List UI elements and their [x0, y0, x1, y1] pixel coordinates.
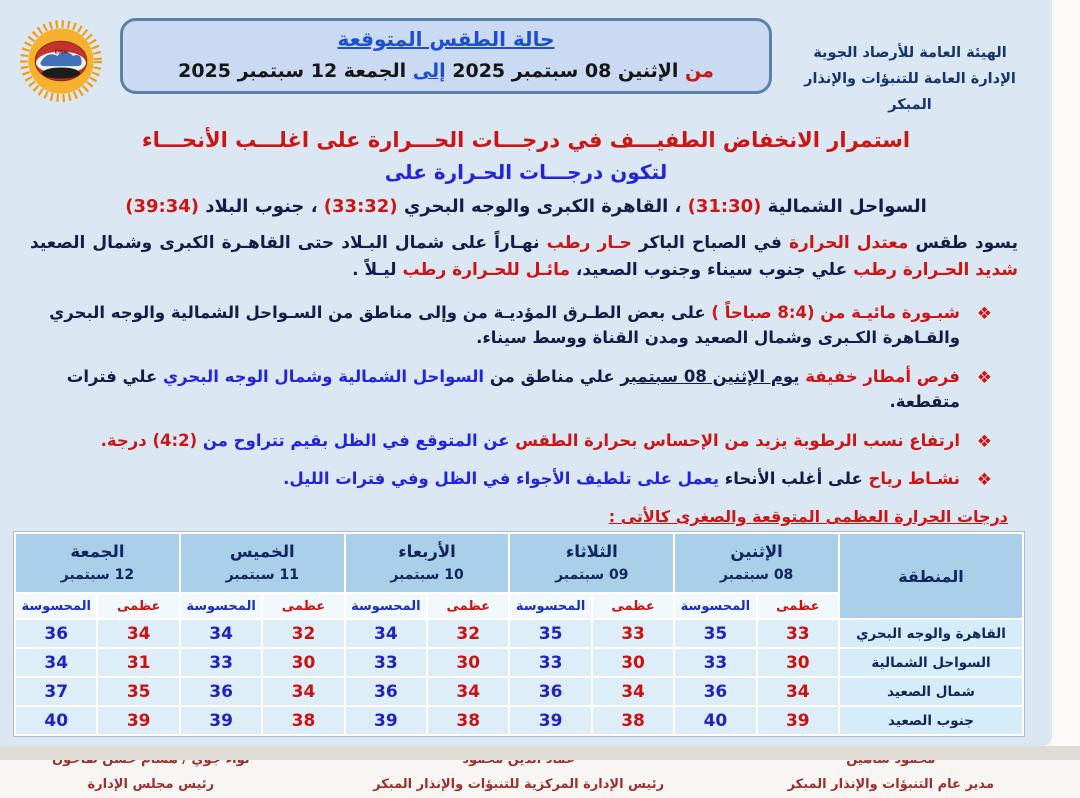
felt-label: المحسوسة: [15, 593, 97, 619]
diamond-bullet-icon: ❖: [976, 470, 992, 491]
bullet-highlight: فرص أمطار خفيفة: [799, 366, 960, 386]
region-name: شمال الصعيد: [839, 677, 1023, 706]
para-highlight: حـار رطب: [546, 233, 632, 254]
max-temp-value: 33: [757, 619, 839, 648]
headline-line1: استمرار الانخفاض الطفيـــف في درجـــات الحـــرارة على اغلـــب الأنحـــاء: [141, 128, 911, 153]
para-highlight: مائـل للحـرارة رطب: [402, 260, 570, 281]
max-label: عظمى: [427, 593, 509, 619]
para-highlight: شديد الحـرارة رطب: [853, 260, 1018, 281]
date-end: الجمعة 12 سبتمبر 2025: [178, 60, 407, 82]
felt-temp-value: 36: [674, 677, 756, 706]
day-header: [15, 533, 180, 593]
max-temp-value: 38: [262, 706, 344, 735]
para-text: علي جنوب سيناء وجنوب الصعيد،: [569, 260, 854, 281]
logo-text: EMA: [54, 49, 68, 56]
felt-temp-value: 33: [180, 648, 262, 677]
bullet-blue-text: يعمل على تلطيف الأجواء في الظل وفي فترات الليل.: [283, 469, 720, 489]
max-label: عظمى: [592, 593, 674, 619]
table-row: [15, 619, 1023, 648]
diamond-bullet-icon: ❖: [976, 431, 992, 452]
felt-temp-value: 37: [15, 677, 97, 706]
max-label: عظمى: [97, 593, 179, 619]
region3-range: (39:34): [125, 196, 199, 218]
header: [0, 0, 1052, 118]
bullet-wind: [46, 466, 994, 492]
felt-temp-value: 40: [674, 706, 756, 735]
max-temp-value: 34: [427, 677, 509, 706]
max-temp-value: 38: [427, 706, 509, 735]
felt-temp-value: 36: [345, 677, 427, 706]
region-name: القاهرة والوجه البحري: [839, 619, 1023, 648]
max-temp-value: 34: [592, 677, 674, 706]
day-header: [674, 533, 839, 593]
max-temp-value: 32: [427, 619, 509, 648]
day-header: [180, 533, 345, 593]
max-temp-value: 30: [757, 648, 839, 677]
temperature-table: [14, 532, 1024, 736]
day-header-row: [15, 533, 1023, 593]
bullet-text: على بعض الطـرق المؤديـة من وإلى مناطق من السـواحل الشمالية والوجه البحري والقـاهرة الكـبرى وشمال الصعيد ومدن القناة ووسط سيناء.: [49, 302, 960, 348]
max-temp-value: 38: [592, 706, 674, 735]
temperature-table-body: [15, 619, 1023, 735]
region-name: جنوب الصعيد: [839, 706, 1023, 735]
day-date: 12 سبتمبر: [60, 566, 135, 583]
day-name: الثلاثاء: [565, 542, 618, 562]
felt-temp-value: 34: [180, 619, 262, 648]
diamond-bullet-icon: ❖: [976, 367, 992, 388]
date-range: [131, 60, 761, 82]
bullet-blue-text: عن المتوقع في الظل بقيم تتراوح من: [197, 430, 510, 450]
region1-label: السواحل الشمالية: [761, 196, 927, 218]
diamond-bullet-icon: ❖: [976, 303, 992, 324]
signatory-title: مدير عام التنبؤات والإنذار المبكر: [787, 777, 994, 793]
organization-name: [784, 40, 1036, 118]
ema-logo: [14, 18, 108, 104]
region3-label: جنوب البلاد: [199, 196, 305, 218]
felt-temp-value: 35: [509, 619, 591, 648]
max-temp-value: 32: [262, 619, 344, 648]
felt-temp-value: 35: [674, 619, 756, 648]
felt-temp-value: 39: [180, 706, 262, 735]
separator: ،: [304, 196, 324, 218]
day-date: 09 سبتمبر: [555, 566, 629, 583]
para-text: في الصباح الباكر: [631, 233, 790, 254]
max-temp-value: 35: [97, 677, 179, 706]
region2-range: (33:32): [323, 196, 398, 218]
felt-temp-value: 34: [15, 648, 97, 677]
bullet-text: علي فترات متقطعة.: [66, 366, 960, 412]
table-row: [15, 677, 1023, 706]
felt-temp-value: 39: [345, 706, 427, 735]
org-line2: الإدارة العامة للتنبؤات والإنذار المبكر: [804, 71, 1016, 114]
headline-line2: لتكون درجـــات الحـرارة على: [384, 160, 668, 185]
signatory-title: رئيس الإدارة المركزية للتنبؤات والإنذار المبكر: [373, 777, 665, 793]
day-date: 11 سبتمبر: [225, 566, 299, 583]
max-temp-value: 30: [262, 648, 344, 677]
bullet-highlight: شبـورة مائيـة من (8:4 صباحاً ): [705, 302, 960, 322]
title-box: [120, 18, 772, 94]
bullet-blue-text: السواحل الشمالية وشمال الوجه البحري: [162, 366, 485, 386]
day-name: الأربعاء: [398, 542, 456, 562]
bullet-rain: [46, 364, 994, 415]
max-temp-value: 30: [592, 648, 674, 677]
day-header: [345, 533, 510, 593]
bullet-text: علي مناطق من: [484, 366, 621, 386]
felt-label: المحسوسة: [345, 593, 427, 619]
day-date: 10 سبتمبر: [390, 566, 464, 583]
max-temp-value: 30: [427, 648, 509, 677]
date-to-word: إلى: [412, 60, 446, 82]
bullet-highlight: (4:2) درجة.: [100, 430, 198, 450]
warnings-list: [46, 300, 994, 492]
headline-regions: [0, 196, 1052, 217]
bullet-humidity: [46, 428, 994, 454]
bullet-fog: [46, 300, 994, 351]
table-caption: درجات الحرارة العظمى المتوقعة والصغرى كالأتى :: [608, 507, 1008, 527]
bullet-underlined: يوم الإثنين 08 سبتمبر: [620, 366, 800, 386]
signatory-title: رئيس مجلس الإدارة: [87, 777, 215, 793]
page-edge-right: [1052, 0, 1080, 746]
bullet-text: على أغلب الأنحاء: [719, 469, 863, 489]
table-row: [15, 648, 1023, 677]
region2-label: القاهرة الكبرى والوجه البحري: [397, 196, 669, 218]
felt-temp-value: 40: [15, 706, 97, 735]
max-temp-value: 34: [757, 677, 839, 706]
max-label: عظمى: [757, 593, 839, 619]
headline: [0, 128, 1052, 217]
max-temp-value: 33: [592, 619, 674, 648]
day-header: [509, 533, 674, 593]
felt-temp-value: 34: [345, 619, 427, 648]
max-label: عظمى: [262, 593, 344, 619]
separator: ،: [668, 196, 688, 218]
day-name: الإثنين: [730, 542, 783, 562]
date-start: الإثنين 08 سبتمبر 2025: [452, 60, 679, 82]
ema-sun-logo-icon: [14, 18, 108, 104]
max-temp-value: 39: [97, 706, 179, 735]
felt-label: المحسوسة: [509, 593, 591, 619]
page-edge-bottom: [0, 746, 1080, 760]
bullet-highlight: نشـاط رياح: [862, 469, 960, 489]
para-text: ليـلاً .: [352, 260, 403, 281]
felt-label: المحسوسة: [674, 593, 756, 619]
org-line1: الهيئة العامة للأرصاد الجوية: [813, 45, 1007, 61]
para-highlight: معتدل الحرارة: [789, 233, 909, 254]
felt-temp-value: 39: [509, 706, 591, 735]
day-name: الخميس: [229, 542, 295, 562]
weather-paragraph: [30, 230, 1018, 284]
felt-temp-value: 36: [509, 677, 591, 706]
max-temp-value: 34: [97, 619, 179, 648]
felt-temp-value: 33: [345, 648, 427, 677]
page-title: حالة الطقس المتوقعة: [337, 27, 555, 51]
felt-temp-value: 36: [15, 619, 97, 648]
felt-label: المحسوسة: [180, 593, 262, 619]
felt-temp-value: 33: [674, 648, 756, 677]
table-row: [15, 706, 1023, 735]
region-name: السواحل الشمالية: [839, 648, 1023, 677]
felt-temp-value: 33: [509, 648, 591, 677]
max-temp-value: 39: [757, 706, 839, 735]
max-temp-value: 31: [97, 648, 179, 677]
bullet-highlight: ارتفاع نسب الرطوبة يزيد من الإحساس بحرارة الطقس: [509, 430, 960, 450]
day-name: الجمعة: [70, 542, 125, 562]
region1-range: (31:30): [687, 196, 762, 218]
date-from-word: من: [685, 60, 714, 82]
day-date: 08 سبتمبر: [719, 566, 794, 583]
para-text: نهـاراً على شمال البـلاد حتى القاهـرة الكبرى وشمال الصعيد: [30, 233, 547, 254]
region-column-header: المنطقة: [839, 533, 1023, 619]
felt-temp-value: 36: [180, 677, 262, 706]
para-text: يسود طقس: [908, 233, 1018, 254]
max-temp-value: 34: [262, 677, 344, 706]
